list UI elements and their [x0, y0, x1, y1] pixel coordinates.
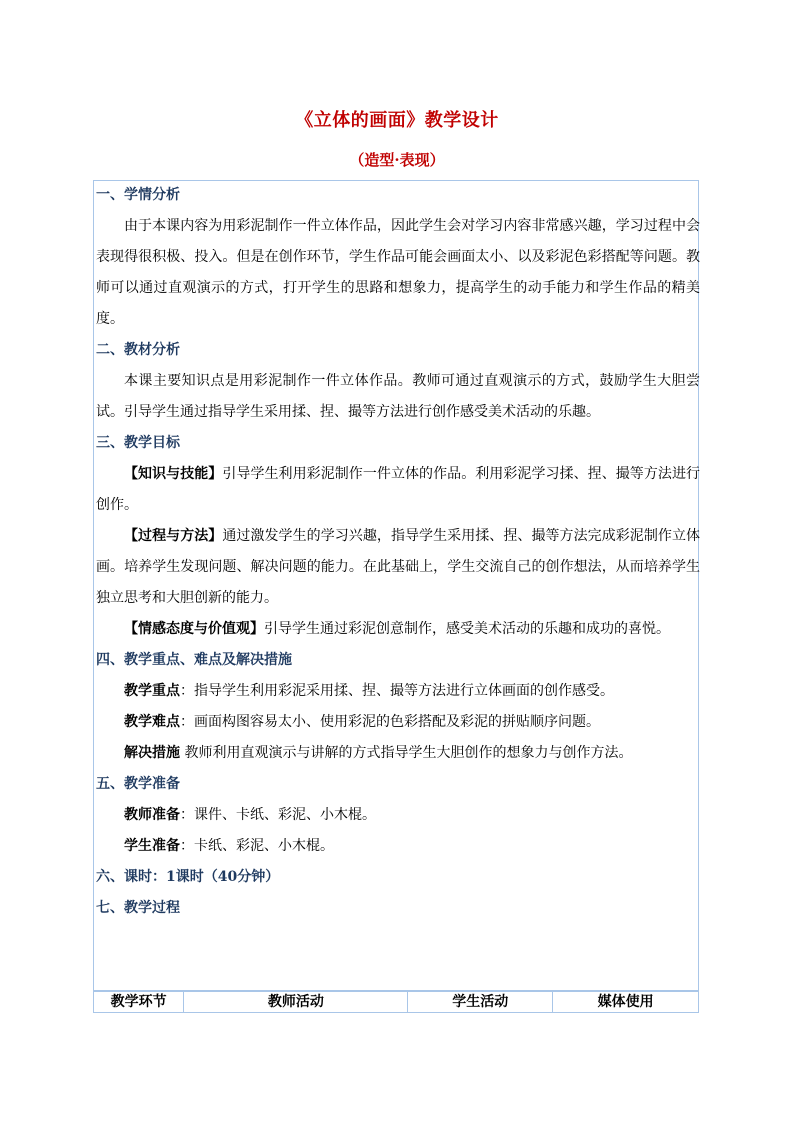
section-heading-textbook-analysis: 二、教材分析 — [96, 342, 180, 358]
teaching-focus-label: 教学重点 — [124, 683, 180, 699]
document-subtitle: （造型·表现） — [349, 151, 445, 169]
section-heading-teaching-process: 七、教学过程 — [96, 900, 180, 916]
student-preparation-label: 学生准备 — [124, 838, 180, 854]
teaching-difficulty — [96, 707, 700, 738]
teaching-difficulty-text: ：画面构图容易太小、使用彩泥的色彩搭配及彩泥的拼贴顺序问题。 — [180, 714, 600, 730]
document-body — [96, 180, 700, 924]
teacher-preparation-label: 教师准备 — [124, 807, 180, 823]
goal-process-text: 通过激发学生的学习兴趣，指导学生采用揉、捏、撮等方法完成彩泥制作立体画。培养学生发现问题、解决问题的能力。在此基础上，学生交流自己的创作想法，从而培养学生独立思考和大胆创新的能力。 — [96, 528, 701, 606]
section-heading-teaching-goals: 三、教学目标 — [96, 435, 180, 451]
goal-emotion-text: 引导学生通过彩泥创意制作，感受美术活动的乐趣和成功的喜悦。 — [264, 621, 670, 637]
goal-emotion-values — [96, 614, 700, 645]
solution-measures — [96, 738, 700, 769]
teaching-focus-text: ：指导学生利用彩泥采用揉、捏、撮等方法进行立体画面的创作感受。 — [180, 683, 614, 699]
goal-process-methods — [96, 521, 700, 614]
table-header-row — [94, 992, 699, 1013]
goal-knowledge-label: 【知识与技能】 — [124, 466, 223, 482]
teaching-difficulty-label: 教学难点 — [124, 714, 180, 730]
teacher-preparation — [96, 800, 700, 831]
textbook-analysis-text: 本课主要知识点是用彩泥制作一件立体作品。教师可通过直观演示的方式，鼓励学生大胆尝试。引导学生通过指导学生采用揉、捏、撮等方法进行创作感受美术活动的乐趣。 — [96, 373, 700, 420]
section-heading-learner-analysis: 一、学情分析 — [96, 187, 180, 203]
goal-emotion-label: 【情感态度与价值观】 — [124, 621, 264, 637]
goal-process-label: 【过程与方法】 — [124, 528, 223, 544]
student-preparation — [96, 831, 700, 862]
teacher-preparation-text: ：课件、卡纸、彩泥、小木棍。 — [180, 807, 376, 823]
document-title: 《立体的画面》教学设计 — [295, 110, 499, 131]
section-heading-class-hours: 六、课时：1课时（40分钟） — [96, 869, 280, 885]
student-preparation-text: ：卡纸、彩泥、小木棍。 — [180, 838, 334, 854]
section-heading-key-points: 四、教学重点、难点及解决措施 — [96, 652, 292, 668]
goal-knowledge-skills — [96, 459, 700, 521]
teaching-process-table — [93, 991, 699, 1013]
header-teaching-stage: 教学环节 — [94, 992, 184, 1013]
learner-analysis-text: 由于本课内容为用彩泥制作一件立体作品，因此学生会对学习内容非常感兴趣，学习过程中会表现得很积极、投入。但是在创作环节，学生作品可能会画面太小、以及彩泥色彩搭配等问题。教师可以通过直观演示的方式，打开学生的思路和想象力，提高学生的动手能力和学生作品的精美度。 — [96, 218, 700, 327]
header-media-use: 媒体使用 — [553, 992, 699, 1013]
goal-knowledge-text: 引导学生利用彩泥制作一件立体的作品。利用彩泥学习揉、捏、撮等方法进行创作。 — [96, 466, 701, 513]
section-heading-preparation: 五、教学准备 — [96, 776, 180, 792]
solution-measures-label: 解决措施 — [124, 745, 180, 761]
header-student-activity: 学生活动 — [408, 992, 553, 1013]
teaching-focus — [96, 676, 700, 707]
solution-measures-text: 教师利用直观演示与讲解的方式指导学生大胆创作的想象力与创作方法。 — [180, 745, 633, 761]
header-teacher-activity: 教师活动 — [184, 992, 408, 1013]
